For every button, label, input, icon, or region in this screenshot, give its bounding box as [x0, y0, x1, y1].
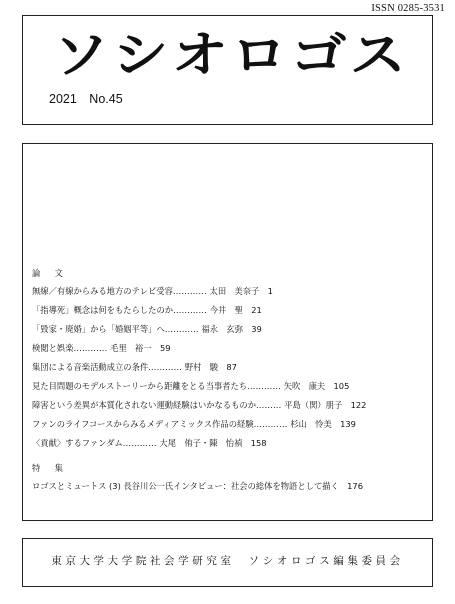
entry-title: 集団による音楽活動成立の条件 — [32, 362, 149, 372]
entry-title: 検閲と娯楽 — [32, 343, 74, 353]
toc-entry — [32, 301, 427, 320]
entry-author: 矢吹 康夫 — [283, 381, 326, 391]
entry-title: 〈貢献〉するファンダム — [32, 438, 123, 448]
entry-author: 福永 玄弥 — [201, 324, 243, 334]
special-list — [32, 477, 427, 496]
toc-entry — [32, 396, 427, 415]
toc-entry — [32, 320, 427, 339]
entry-title: 障害という差異が本質化されない運動経験はいかなるものか — [32, 400, 257, 410]
publisher-name: 東京大学大学院社会学研究室 ソシオロゴス編集委員会 — [51, 555, 404, 567]
entry-title: ファンのライフコースからみるメディアミックス作品の経験 — [32, 419, 254, 429]
entry-leader: ………… — [73, 343, 108, 353]
entry-title: 「毀家・廃婚」から「婚姻平等」へ — [32, 324, 165, 334]
table-of-contents — [32, 264, 427, 496]
title-box — [22, 15, 433, 125]
entry-title: 無線／有線からみる地方のテレビ受容 — [32, 286, 173, 296]
issue-number: No.45 — [89, 92, 123, 106]
entry-leader: ………… — [122, 438, 157, 448]
entry-page: 1 — [267, 286, 273, 296]
entry-page: 158 — [250, 438, 267, 448]
entry-author: 毛里 裕一 — [110, 343, 152, 353]
journal-title: ソシオロゴス — [53, 26, 410, 84]
entry-page: 176 — [347, 481, 363, 491]
entry-page: 139 — [340, 419, 356, 429]
entry-page: 105 — [333, 381, 350, 391]
toc-entry — [32, 358, 427, 377]
entry-leader: ……… — [256, 400, 282, 410]
entry-title: 見た目問題のモデルストーリーから距離をとる当事者たち — [32, 381, 248, 391]
toc-entry — [32, 339, 427, 358]
entry-author: 大尾 侑子・陳 怡禎 — [159, 438, 243, 448]
issue-year: 2021 — [49, 92, 77, 106]
issn-number: ISSN 0285-3531 — [371, 3, 445, 14]
entry-page: 122 — [350, 400, 367, 410]
entry-title: ロゴスとミュートス (3) 長谷川公一氏インタビュー：社会の総体を物語として描く — [32, 481, 339, 491]
entry-leader: ………… — [247, 381, 282, 391]
papers-heading: 論 文 — [32, 268, 66, 278]
toc-entry — [32, 377, 427, 396]
papers-list — [32, 282, 427, 453]
entry-author: 野村 駿 — [184, 362, 219, 372]
entry-author: 今井 聖 — [209, 305, 243, 315]
entry-leader: ………… — [164, 324, 199, 334]
entry-author: 太田 美奈子 — [209, 286, 260, 296]
publisher-box — [22, 538, 433, 587]
entry-leader: ………… — [172, 286, 207, 296]
contents-box — [22, 143, 433, 521]
entry-leader: ………… — [173, 305, 208, 315]
entry-author: 杉山 怜美 — [290, 419, 332, 429]
toc-entry — [32, 415, 427, 434]
toc-entry — [32, 434, 427, 453]
entry-page: 21 — [251, 305, 262, 315]
entry-title: 「指導死」概念は何をもたらしたのか — [32, 305, 174, 315]
entry-author: 平島（関）朋子 — [284, 400, 343, 410]
special-heading: 特 集 — [32, 463, 66, 473]
toc-entry — [32, 282, 427, 301]
entry-page: 59 — [159, 343, 171, 353]
entry-leader: ………… — [253, 419, 288, 429]
issue-info — [49, 92, 132, 106]
entry-page: 87 — [226, 362, 237, 372]
entry-leader: ………… — [148, 362, 183, 372]
toc-entry — [32, 477, 427, 496]
entry-page: 39 — [251, 324, 262, 334]
